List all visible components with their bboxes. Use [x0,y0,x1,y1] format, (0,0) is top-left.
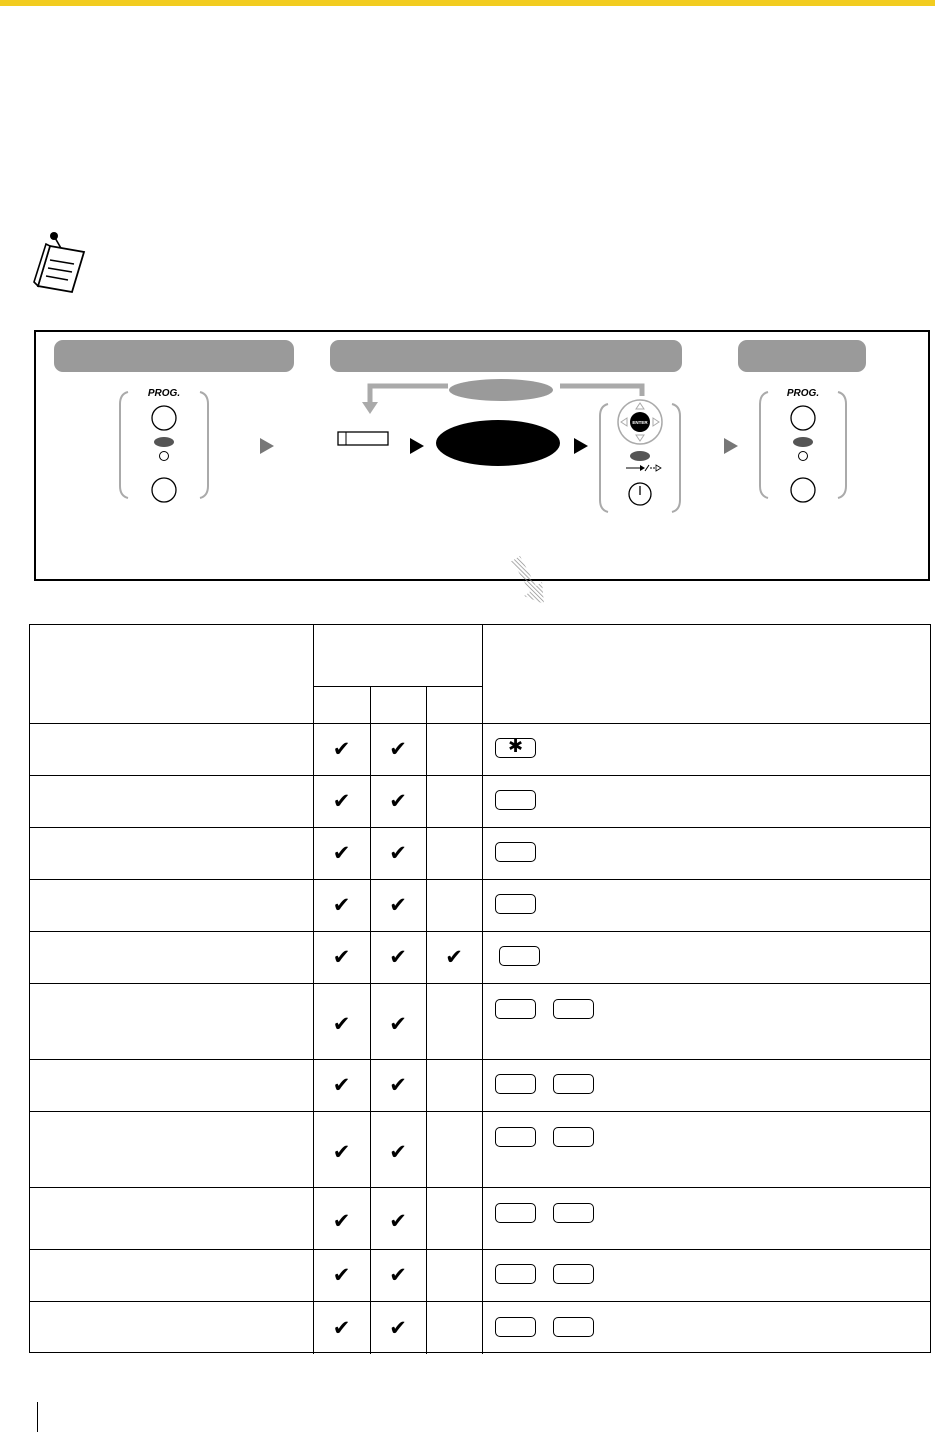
flow-arrow-4 [724,438,738,454]
check-mark: ✔ [332,737,351,761]
dial-key[interactable] [495,1074,536,1094]
check-mark: ✔ [389,1315,407,1340]
table-row-rule [30,931,930,932]
dial-key[interactable] [495,1127,536,1147]
dial-key[interactable] [553,1317,594,1337]
prog-label-left: PROG. [147,388,181,399]
table-row-rule [30,827,930,828]
table-row-rule [30,1301,930,1302]
table-row-rule [30,1187,930,1188]
table-subheader-rule [313,686,482,687]
check-mark: ✔ [332,1073,351,1097]
dial-key[interactable] [495,894,536,914]
check-mark: ✔ [389,1263,407,1287]
dial-key[interactable] [553,1127,594,1147]
table-row-rule [30,1059,930,1060]
check-mark: ✔ [389,1209,407,1233]
soft-key-bottom-left[interactable] [152,478,176,502]
flow-arrow-1 [260,438,274,454]
table-row-rule [30,775,930,776]
check-mark: ✔ [332,945,351,969]
table-col-divider [370,686,371,1354]
prog-key-group-left [120,388,208,502]
check-mark: ✔ [389,1012,407,1036]
check-mark: ✔ [389,841,407,865]
dial-key[interactable] [495,790,536,810]
check-mark: ✔ [332,1263,351,1287]
check-mark: ✔ [332,1315,351,1340]
indicator-lamp-left [154,437,174,447]
check-mark: ✔ [389,1140,407,1164]
dial-key[interactable] [553,1264,594,1284]
dial-key[interactable] [495,1203,536,1223]
enter-key-label: ENTER [632,420,648,425]
dial-key[interactable] [495,999,536,1019]
check-mark: ✔ [389,893,407,917]
note-icon [28,228,92,294]
indicator-lamp-enter [630,451,650,461]
hold-icon-left [160,452,169,461]
check-mark: ✔ [332,893,351,917]
data-entry-ellipse [436,420,560,466]
check-mark: ✔ [332,841,351,865]
check-mark: ✔ [332,1209,351,1233]
table-row-rule [30,983,930,984]
prog-label-right: PROG. [786,388,820,399]
table-col-divider [313,625,314,1354]
prog-key-group-right [760,388,846,502]
dial-key[interactable] [495,842,536,862]
check-mark: ✔ [332,1012,351,1036]
dial-key[interactable] [499,946,540,966]
table-row-rule [30,879,930,880]
table-row-rule [30,1111,930,1112]
dial-key[interactable] [495,1317,536,1337]
table-col-divider [426,686,427,1354]
check-mark: ✔ [389,945,407,969]
check-mark: ✔ [389,737,407,761]
dial-key[interactable] [553,999,594,1019]
check-mark: ✔ [332,789,351,813]
dial-key[interactable] [495,1264,536,1284]
programming-flow-box [34,330,930,581]
table-row-rule [30,723,930,724]
check-mark: ✔ [445,945,463,969]
enter-key-group [600,400,680,512]
check-mark: ✔ [389,1073,407,1097]
table-row-rule [30,1249,930,1250]
indicator-lamp-right [793,437,813,447]
star-key[interactable]: ✱ [495,738,536,758]
dial-key[interactable] [553,1074,594,1094]
dial-key[interactable] [553,1203,594,1223]
footer-rule [37,1402,38,1432]
hatched-down-arrow-icon [506,556,546,606]
check-mark: ✔ [389,789,407,813]
check-mark: ✔ [332,1140,351,1164]
soft-key-top-right[interactable] [791,406,815,430]
soft-key-bottom-right[interactable] [791,478,815,502]
soft-key-top-left[interactable] [152,406,176,430]
page-header-bar [0,0,935,6]
return-loop-arrow [362,379,642,414]
flow-arrow-2 [410,438,424,454]
flow-arrow-3 [574,438,588,454]
hold-icon-right [799,452,808,461]
table-col-divider [482,625,483,1354]
settings-table [29,624,931,1353]
